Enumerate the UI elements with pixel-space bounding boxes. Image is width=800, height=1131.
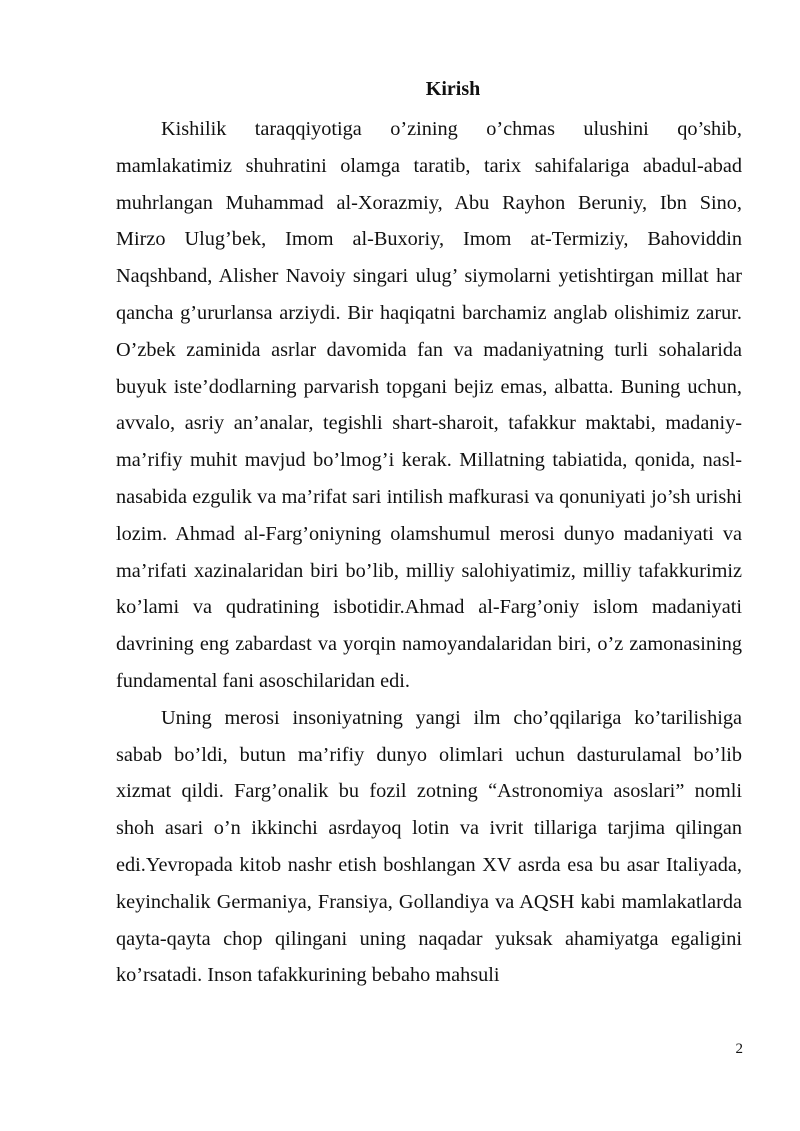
paragraph-2: Uning merosi insoniyatning yangi ilm cho’qqilariga ko’tarilishiga sabab bo’ldi, butun ma’rifiy dunyo olimlari uchun dasturulamal bo’lib xizmat qildi. Farg’onalik bu fozil zotning “Astronomiya asoslari” nomli shoh asari o’n ikkinchi asrdayoq lotin va ivrit tillariga tarjima qilingan edi.Yevropada kitob nashr etish boshlangan XV asrda esa bu asar Italiyada, keyinchalik Germaniya, Fransiya, Gollandiya va AQSH kabi mamlakatlarda qayta-qayta chop qilingani uning naqadar yuksak ahamiyatga egaligini ko’rsatadi. Inson tafakkurining bebaho mahsuli	[116, 706, 742, 987]
paragraph-1: Kishilik taraqqiyotiga o’zining o’chmas ulushini qo’shib, mamlakatimiz shuhratini olamga taratib, tarix sahifalariga abadul-abad muhrlangan Muhammad al-Xorazmiy, Abu Rayhon Beruniy, Ibn Sino, Mirzo Ulug’bek, Imom al-Buxoriy, Imom at-Termiziy, Bahoviddin Naqshband, Alisher Navoiy singari ulug’ siymolarni yetishtirgan millat har qancha g’ururlansa arziydi. Bir haqiqatni barchamiz anglab olishimiz zarur. O’zbek zaminida asrlar davomida fan va madaniyatning turli sohalarida buyuk iste’dodlarning parvarish topgani bejiz emas, albatta. Buning uchun, avvalo, asriy an’analar, tegishli shart-sharoit, tafakkur maktabi, madaniy-ma’rifiy muhit mavjud bo’lmog’i kerak. Millatning tabiatida, qonida, nasl-nasabida ezgulik va ma’rifat sari intilish mafkurasi va qonuniyati jo’sh urishi lozim. Ahmad al-Farg’oniyning olamshumul merosi dunyo madaniyati va ma’rifati xazinalaridan biri bo’lib, milliy salohiyatimiz, milliy tafakkurimiz ko’lami va qudratining isbotidir.Ahmad al-Farg’oniy islom madaniyati davrining eng zabardast va yorqin namoyandalaridan biri, o’z zamonasining fundamental fani asoschilaridan edi.	[116, 118, 742, 692]
section-heading: Kirish	[425, 78, 481, 100]
body-text	[116, 111, 742, 994]
page-number: 2	[735, 1041, 743, 1057]
